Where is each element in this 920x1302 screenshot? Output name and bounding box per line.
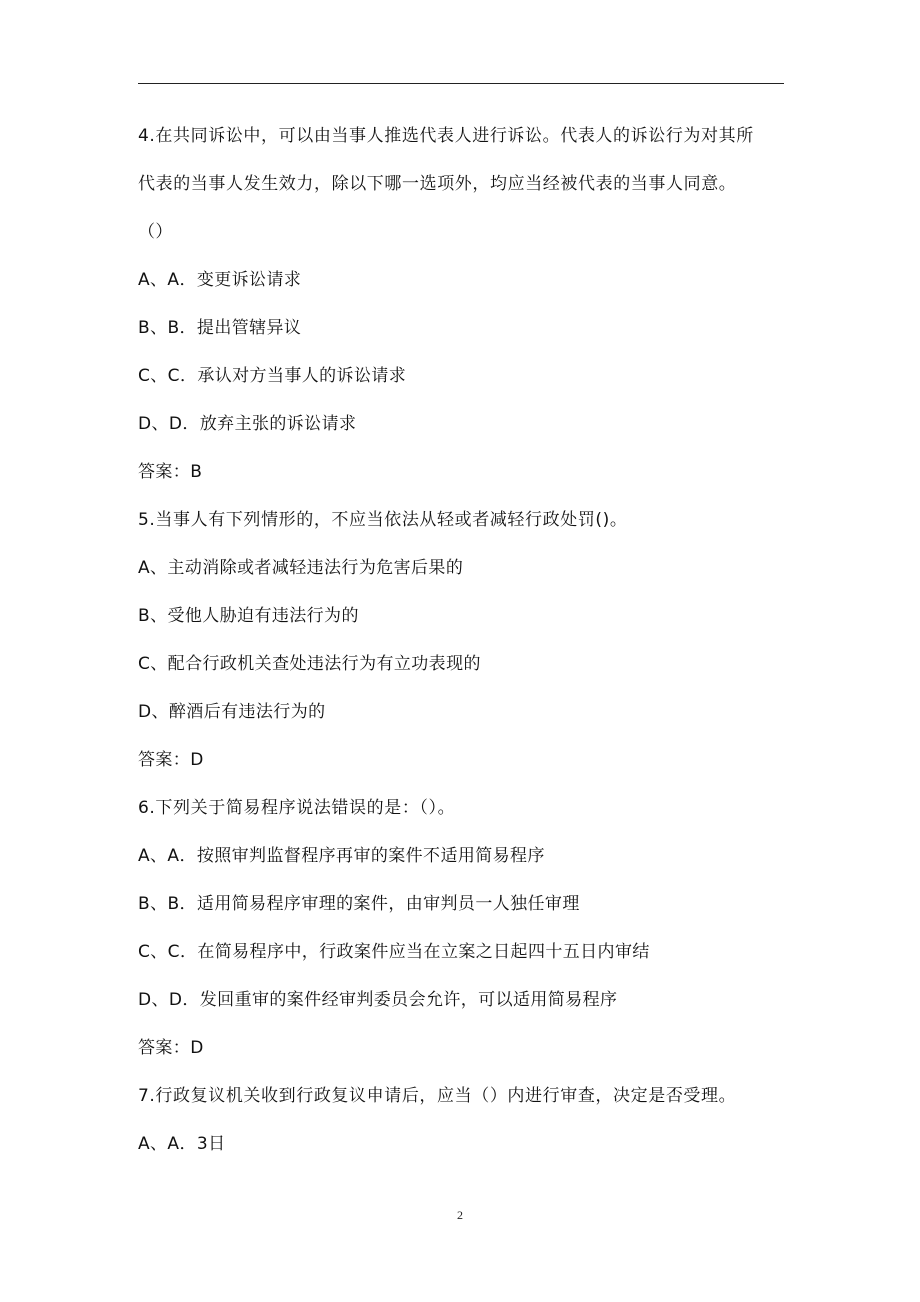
- answer: 答案：B: [138, 462, 203, 482]
- option-a: A、A．变更诉讼请求: [138, 270, 302, 290]
- question-stem-line: 代表的当事人发生效力，除以下哪一选项外，均应当经被代表的当事人同意。: [138, 174, 737, 194]
- question-7: [138, 1072, 788, 1168]
- option-d: D、D．放弃主张的诉讼请求: [138, 414, 357, 434]
- page-number: 2: [457, 1208, 463, 1222]
- answer: 答案：D: [138, 750, 204, 770]
- answer: 答案：D: [138, 1038, 204, 1058]
- option-a: A、A．3日: [138, 1134, 226, 1154]
- option-c: C、C．在简易程序中，行政案件应当在立案之日起四十五日内审结: [138, 942, 650, 962]
- option-a: A、A．按照审判监督程序再审的案件不适用简易程序: [138, 846, 545, 866]
- option-c: C、配合行政机关查处违法行为有立功表现的: [138, 654, 481, 674]
- option-c: C、C．承认对方当事人的诉讼请求: [138, 366, 407, 386]
- question-stem-line: 6.下列关于简易程序说法错误的是：（）。: [138, 798, 456, 818]
- question-stem-line: 7.行政复议机关收到行政复议申请后，应当（）内进行审查，决定是否受理。: [138, 1086, 737, 1106]
- question-stem-line: 5.当事人有下列情形的，不应当依法从轻或者减轻行政处罚()。: [138, 510, 628, 530]
- option-a: A、主动消除或者减轻违法行为危害后果的: [138, 558, 464, 578]
- option-d: D、醉酒后有违法行为的: [138, 702, 326, 722]
- question-stem-line: 4.在共同诉讼中，可以由当事人推选代表人进行诉讼。代表人的诉讼行为对其所: [138, 126, 754, 146]
- option-d: D、D．发回重审的案件经审判委员会允许，可以适用简易程序: [138, 990, 618, 1010]
- option-b: B、受他人胁迫有违法行为的: [138, 606, 359, 626]
- question-5: [138, 496, 788, 784]
- question-6: [138, 784, 788, 1072]
- question-stem-line: （）: [138, 222, 173, 242]
- question-4: [138, 112, 788, 496]
- document-body: [138, 112, 788, 1168]
- header-rule: [138, 83, 784, 84]
- option-b: B、B．适用简易程序审理的案件，由审判员一人独任审理: [138, 894, 580, 914]
- option-b: B、B．提出管辖异议: [138, 318, 302, 338]
